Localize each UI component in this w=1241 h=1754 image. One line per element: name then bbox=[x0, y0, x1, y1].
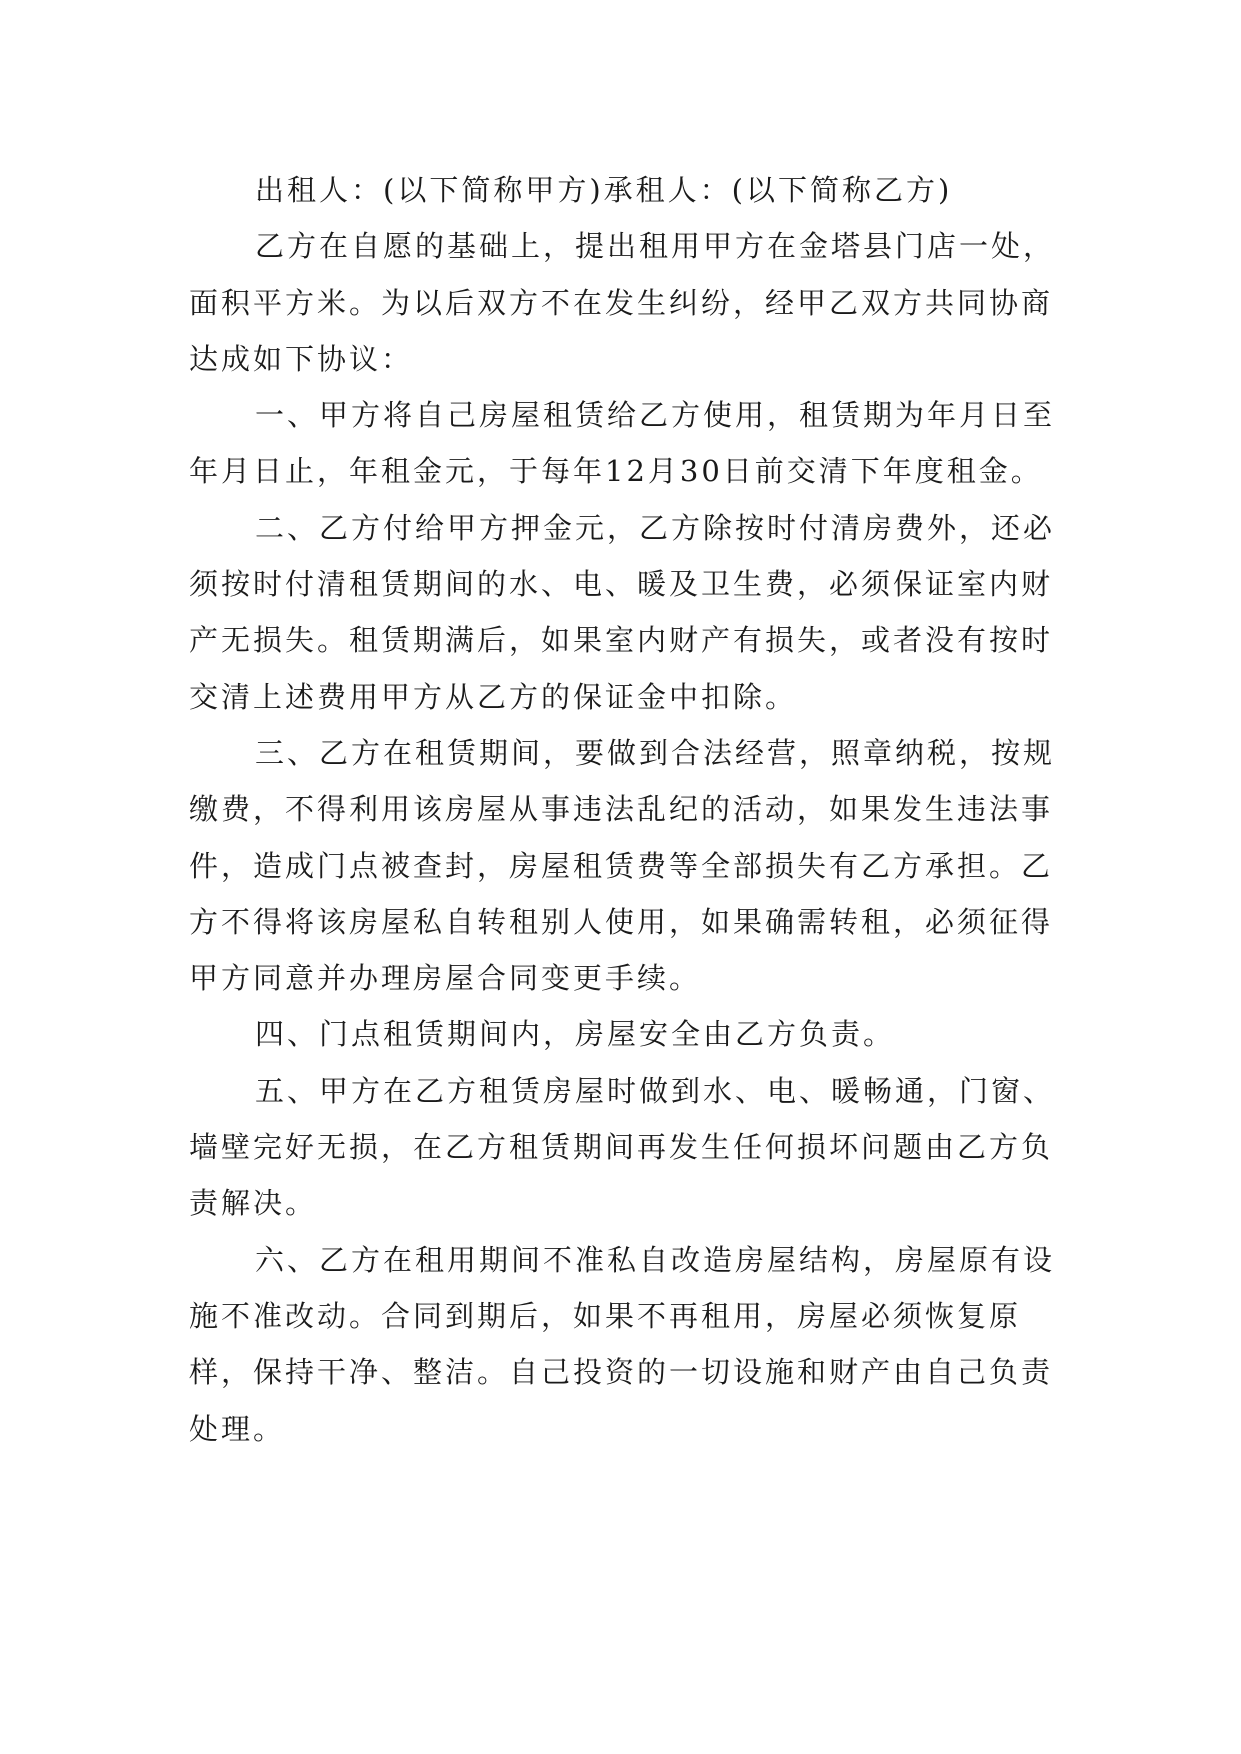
document-body bbox=[189, 162, 1079, 1457]
clause-4-paragraph: 四、门点租赁期间内，房屋安全由乙方负责。 bbox=[255, 1017, 896, 1052]
parties-paragraph: 出租人：(以下简称甲方)承租人：(以下简称乙方) bbox=[255, 173, 953, 207]
clause-3-paragraph: 三、乙方在租赁期间，要做到合法经营，照章纳税，按规缴费，不得利用该房屋从事违法乱纪的活动，如果发生违法事件，造成门点被查封，房屋租赁费等全部损失有乙方承担。乙方不得将该房屋私自转租别人使用，如果确需转租，必须征得甲方同意并办理房屋合同变更手续。 bbox=[189, 735, 1056, 996]
clause-6-paragraph: 六、乙方在租用期间不准私自改造房屋结构，房屋原有设施不准改动。合同到期后，如果不再租用，房屋必须恢复原样，保持干净、整洁。自己投资的一切设施和财产由自己负责处理。 bbox=[189, 1242, 1056, 1446]
clause-5-paragraph: 五、甲方在乙方租赁房屋时做到水、电、暖畅通，门窗、墙壁完好无损，在乙方租赁期间再发生任何损坏问题由乙方负责解决。 bbox=[189, 1073, 1056, 1221]
preamble-paragraph: 乙方在自愿的基础上，提出租用甲方在金塔县门店一处，面积平方米。为以后双方不在发生纠纷，经甲乙双方共同协商达成如下协议： bbox=[189, 229, 1056, 376]
clause-1-paragraph: 一、甲方将自己房屋租赁给乙方使用，租赁期为年月日至年月日止，年租金元，于每年12月30日前交清下年度租金。 bbox=[189, 398, 1056, 489]
clause-2-paragraph: 二、乙方付给甲方押金元，乙方除按时付清房费外，还必须按时付清租赁期间的水、电、暖及卫生费，必须保证室内财产无损失。租赁期满后，如果室内财产有损失，或者没有按时交清上述费用甲方从乙方的保证金中扣除。 bbox=[189, 510, 1056, 714]
